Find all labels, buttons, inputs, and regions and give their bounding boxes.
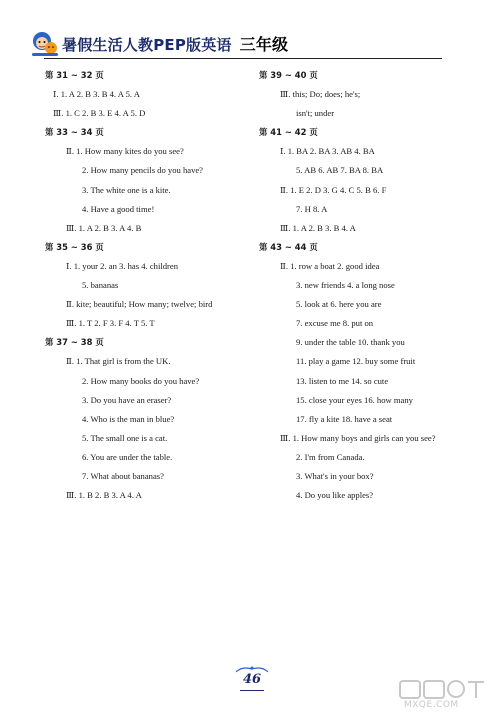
answer-line: 5. bananas bbox=[82, 280, 119, 291]
grade-label: 三年级 bbox=[239, 35, 289, 54]
answer-column-left bbox=[45, 66, 250, 505]
answer-line: Ⅱ. 1. row a boat 2. good idea bbox=[280, 260, 380, 271]
series-title: 暑假生活人教PEP版英语 bbox=[62, 36, 232, 54]
watermark-site-text: MXQE.COM bbox=[404, 700, 459, 710]
answer-line: isn't; under bbox=[296, 108, 335, 119]
answer-line: 11. play a game 12. buy some fruit bbox=[296, 356, 416, 367]
answer-line: 3. The white one is a kite. bbox=[82, 184, 171, 195]
answer-line: 2. I'm from Canada. bbox=[296, 451, 365, 462]
answer-line: Ⅰ. 1. BA 2. BA 3. AB 4. BA bbox=[280, 146, 375, 157]
answer-line: 17. fly a kite 18. have a seat bbox=[296, 413, 393, 424]
answer-line: Ⅲ. 1. C 2. B 3. E 4. A 5. D bbox=[53, 108, 146, 119]
page-range-heading: 第 39 ~ 40 页 bbox=[259, 70, 318, 80]
answer-line: 7. H 8. A bbox=[296, 203, 328, 214]
answer-line: 6. You are under the table. bbox=[82, 451, 173, 462]
page-range-heading: 第 31 ~ 32 页 bbox=[45, 70, 104, 80]
answer-line: 15. close your eyes 16. how many bbox=[296, 394, 413, 405]
answer-line: Ⅲ. 1. How many boys and girls can you see? bbox=[280, 432, 436, 443]
answer-line: 4. Have a good time! bbox=[82, 203, 155, 214]
answer-line: 4. Who is the man in blue? bbox=[82, 413, 175, 424]
answer-column-right bbox=[259, 66, 469, 505]
answer-line: Ⅱ. kite; beautiful; How many; twelve; bird bbox=[66, 299, 213, 310]
answer-line: 3. new friends 4. a long nose bbox=[296, 280, 395, 291]
answer-line: 2. How many books do you have? bbox=[82, 375, 200, 386]
header-divider bbox=[44, 58, 442, 59]
page-range-heading: 第 43 ~ 44 页 bbox=[259, 241, 318, 252]
book-header bbox=[28, 26, 328, 60]
answer-line: 3. What's in your box? bbox=[296, 470, 374, 481]
answer-line: 7. excuse me 8. put on bbox=[296, 318, 374, 329]
answer-line: Ⅱ. 1. That girl is from the UK. bbox=[66, 356, 171, 367]
book-title bbox=[62, 32, 288, 55]
answer-line: Ⅲ. 1. A 2. B 3. A 4. B bbox=[66, 222, 142, 233]
page-number: 46 bbox=[242, 672, 262, 687]
answer-line: Ⅲ. 1. A 2. B 3. B 4. A bbox=[280, 222, 356, 233]
answer-line: Ⅰ. 1. your 2. an 3. has 4. children bbox=[66, 260, 178, 271]
answer-line: Ⅱ. 1. How many kites do you see? bbox=[66, 146, 184, 157]
answer-line: Ⅲ. 1. B 2. B 3. A 4. A bbox=[66, 490, 142, 501]
watermark bbox=[398, 678, 494, 712]
page-range-heading: 第 33 ~ 34 页 bbox=[45, 127, 104, 138]
page-range-heading: 第 37 ~ 38 页 bbox=[45, 337, 104, 348]
answer-line: 5. The small one is a cat. bbox=[82, 432, 168, 443]
answer-line: Ⅱ. 1. E 2. D 3. G 4. C 5. B 6. F bbox=[280, 184, 387, 195]
watermark-logo-icon bbox=[398, 678, 488, 700]
mascot-logo-icon bbox=[28, 28, 62, 58]
answer-line: 9. under the table 10. thank you bbox=[296, 337, 405, 348]
answer-line: 5. AB 6. AB 7. BA 8. BA bbox=[296, 165, 384, 176]
answer-line: 5. look at 6. here you are bbox=[296, 299, 382, 310]
page-range-heading: 第 41 ~ 42 页 bbox=[259, 127, 318, 138]
answer-line: 4. Do you like apples? bbox=[296, 490, 374, 501]
answer-line: 13. listen to me 14. so cute bbox=[296, 375, 389, 386]
page-number-underline bbox=[240, 690, 264, 691]
answer-line: 3. Do you have an eraser? bbox=[82, 394, 172, 405]
answer-line: 7. What about bananas? bbox=[82, 470, 164, 481]
answer-line: Ⅰ. 1. A 2. B 3. B 4. A 5. A bbox=[53, 89, 140, 100]
answer-line: Ⅲ. this; Do; does; he's; bbox=[280, 89, 361, 100]
answer-line: 2. How many pencils do you have? bbox=[82, 165, 204, 176]
page-number-badge bbox=[232, 665, 272, 693]
answer-line: Ⅲ. 1. T 2. F 3. F 4. T 5. T bbox=[66, 318, 155, 329]
page-range-heading: 第 35 ~ 36 页 bbox=[45, 241, 104, 252]
